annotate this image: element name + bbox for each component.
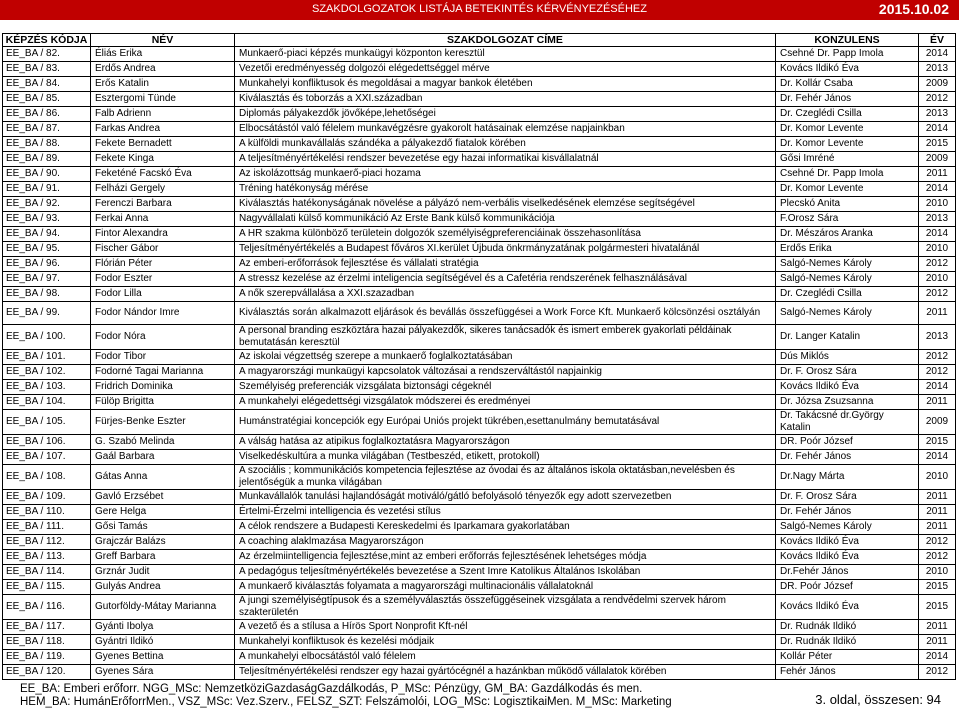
- footer-legend-line: EE_BA: Emberi erőforr. NGG_MSc: NemzetköziGazdaságGazdálkodás, P_MSc: Pénzügy, GM_BA: Gazdálkodás és men.: [20, 683, 643, 695]
- cell-title: A külföldi munkavállalás szándéka a pályakezdő fiatalok körében: [235, 137, 776, 152]
- cell-code: EE_BA / 115.: [3, 580, 91, 595]
- cell-consultant: Dús Miklós: [776, 350, 919, 365]
- cell-name: Gulyás Andrea: [91, 580, 235, 595]
- cell-name: Gutorföldy-Mátay Marianna: [91, 595, 235, 620]
- cell-code: EE_BA / 83.: [3, 62, 91, 77]
- cell-title: A magyarországi munkaügyi kapcsolatok változásai a rendszerváltástól napjainkig: [235, 365, 776, 380]
- cell-year: 2015: [919, 137, 956, 152]
- table-row: [3, 665, 956, 680]
- cell-consultant: Dr. Fehér János: [776, 92, 919, 107]
- cell-name: Felházi Gergely: [91, 182, 235, 197]
- cell-code: EE_BA / 99.: [3, 302, 91, 325]
- cell-consultant: Dr. F. Orosz Sára: [776, 365, 919, 380]
- cell-title: Humánstratégiai koncepciók egy Európai Uniós projekt tükrében,esettanulmány bemutatásával: [235, 410, 776, 435]
- cell-consultant: Csehné Dr. Papp Imola: [776, 167, 919, 182]
- cell-consultant: Dr. Czeglédi Csilla: [776, 107, 919, 122]
- cell-name: Gavló Erzsébet: [91, 490, 235, 505]
- cell-consultant: Dr. Józsa Zsuzsanna: [776, 395, 919, 410]
- cell-year: 2015: [919, 595, 956, 620]
- table-row: [3, 137, 956, 152]
- cell-title: A personal branding eszköztára hazai pályakezdők, sikeres tanácsadók és ismert emberek gyakorlati példáinak bemutatásán keresztül: [235, 325, 776, 350]
- column-header-consultant: KONZULENS: [776, 34, 919, 47]
- cell-year: 2012: [919, 287, 956, 302]
- cell-title: Kiválasztás hatékonyságának növelése a pályázó nem-verbális viselkedésének elemzése segítségével: [235, 197, 776, 212]
- cell-code: EE_BA / 89.: [3, 152, 91, 167]
- cell-year: 2011: [919, 167, 956, 182]
- cell-name: Gyenes Bettina: [91, 650, 235, 665]
- cell-name: Grznár Judit: [91, 565, 235, 580]
- table-row: [3, 535, 956, 550]
- cell-code: EE_BA / 117.: [3, 620, 91, 635]
- cell-code: EE_BA / 91.: [3, 182, 91, 197]
- cell-consultant: Gősi Imréné: [776, 152, 919, 167]
- cell-consultant: Erdős Erika: [776, 242, 919, 257]
- cell-year: 2010: [919, 272, 956, 287]
- cell-title: A HR szakma különböző területein dolgozók személyiségpreferenciáinak összehasonlítása: [235, 227, 776, 242]
- header-bar: [0, 0, 959, 20]
- cell-code: EE_BA / 112.: [3, 535, 91, 550]
- cell-name: Erdős Andrea: [91, 62, 235, 77]
- cell-title: Az iskolázottság munkaerő-piaci hozama: [235, 167, 776, 182]
- table-row: [3, 435, 956, 450]
- cell-title: Viselkedéskultúra a munka világában (Testbeszéd, etikett, protokoll): [235, 450, 776, 465]
- cell-code: EE_BA / 92.: [3, 197, 91, 212]
- cell-name: Greff Barbara: [91, 550, 235, 565]
- cell-name: Fodor Nándor Imre: [91, 302, 235, 325]
- cell-consultant: Dr.Nagy Márta: [776, 465, 919, 490]
- cell-year: 2012: [919, 550, 956, 565]
- cell-name: Gaál Barbara: [91, 450, 235, 465]
- table-row: [3, 550, 956, 565]
- cell-name: Fekete Kinga: [91, 152, 235, 167]
- footer-legend: [20, 683, 672, 709]
- cell-name: Fodorné Tagai Marianna: [91, 365, 235, 380]
- cell-consultant: Salgó-Nemes Károly: [776, 520, 919, 535]
- table-row: [3, 227, 956, 242]
- column-header-name: NÉV: [91, 34, 235, 47]
- cell-name: Erős Katalin: [91, 77, 235, 92]
- cell-year: 2010: [919, 242, 956, 257]
- cell-title: Munkavállalók tanulási hajlandóságát motiváló/gátló befolyásoló tényezők egy adott szervezetben: [235, 490, 776, 505]
- table-row: [3, 92, 956, 107]
- cell-code: EE_BA / 82.: [3, 47, 91, 62]
- cell-code: EE_BA / 101.: [3, 350, 91, 365]
- cell-name: Gátas Anna: [91, 465, 235, 490]
- table-row: [3, 242, 956, 257]
- table-row: [3, 365, 956, 380]
- cell-year: 2012: [919, 365, 956, 380]
- table-row: [3, 620, 956, 635]
- cell-title: A munkaerő kiválasztás folyamata a magyarországi multinacionális vállalatoknál: [235, 580, 776, 595]
- cell-code: EE_BA / 111.: [3, 520, 91, 535]
- cell-name: Fodor Tibor: [91, 350, 235, 365]
- cell-title: Személyiség preferenciák vizsgálata biztonsági cégeknél: [235, 380, 776, 395]
- table-row: [3, 77, 956, 92]
- cell-code: EE_BA / 107.: [3, 450, 91, 465]
- cell-code: EE_BA / 84.: [3, 77, 91, 92]
- cell-title: Tréning hatékonyság mérése: [235, 182, 776, 197]
- cell-consultant: Dr. Rudnák Ildikó: [776, 620, 919, 635]
- cell-year: 2011: [919, 635, 956, 650]
- cell-title: A pedagógus teljesítményértékelés bevezetése a Szent Imre Katolikus Általános Iskolában: [235, 565, 776, 580]
- table-row: [3, 302, 956, 325]
- cell-consultant: DR. Poór József: [776, 580, 919, 595]
- cell-consultant: Dr. Takácsné dr.György Katalin: [776, 410, 919, 435]
- cell-consultant: Dr. Kollár Csaba: [776, 77, 919, 92]
- cell-title: A célok rendszere a Budapesti Kereskedelmi és Iparkamara gyakorlatában: [235, 520, 776, 535]
- cell-year: 2010: [919, 197, 956, 212]
- cell-code: EE_BA / 86.: [3, 107, 91, 122]
- cell-name: Gősi Tamás: [91, 520, 235, 535]
- cell-year: 2014: [919, 650, 956, 665]
- cell-consultant: Salgó-Nemes Károly: [776, 257, 919, 272]
- cell-title: Az érzelmiintelligencia fejlesztése,mint az emberi erőforrás fejlesztésének lehetséges módja: [235, 550, 776, 565]
- cell-consultant: Dr. F. Orosz Sára: [776, 490, 919, 505]
- cell-year: 2014: [919, 182, 956, 197]
- cell-consultant: Salgó-Nemes Károly: [776, 302, 919, 325]
- cell-title: Vezetői eredményesség dolgozói elégedettséggel mérve: [235, 62, 776, 77]
- cell-consultant: F.Orosz Sára: [776, 212, 919, 227]
- cell-year: 2013: [919, 62, 956, 77]
- cell-consultant: Kovács Ildikó Éva: [776, 550, 919, 565]
- cell-name: Fekete Bernadett: [91, 137, 235, 152]
- cell-title: Munkahelyi konfliktusok és kezelési módjaik: [235, 635, 776, 650]
- cell-code: EE_BA / 87.: [3, 122, 91, 137]
- cell-name: Fridrich Dominika: [91, 380, 235, 395]
- cell-name: Esztergomi Tünde: [91, 92, 235, 107]
- cell-consultant: Dr. Komor Levente: [776, 122, 919, 137]
- cell-name: G. Szabó Melinda: [91, 435, 235, 450]
- cell-name: Fodor Eszter: [91, 272, 235, 287]
- cell-title: Teljesítményértékelés a Budapest főváros XI.kerület Újbuda önkrmányzatának polgármesteri hivatalánál: [235, 242, 776, 257]
- cell-consultant: Dr. Rudnák Ildikó: [776, 635, 919, 650]
- cell-consultant: Kovács Ildikó Éva: [776, 62, 919, 77]
- table-row: [3, 650, 956, 665]
- cell-code: EE_BA / 90.: [3, 167, 91, 182]
- cell-consultant: Plecskó Anita: [776, 197, 919, 212]
- table-row: [3, 595, 956, 620]
- cell-code: EE_BA / 103.: [3, 380, 91, 395]
- cell-name: Gere Helga: [91, 505, 235, 520]
- table-row: [3, 350, 956, 365]
- cell-year: 2012: [919, 92, 956, 107]
- cell-title: Kiválasztás során alkalmazott eljárások és bevállás összefüggései a Work Force Kft. Munkaerő kölcsönzési osztályán: [235, 302, 776, 325]
- cell-year: 2012: [919, 535, 956, 550]
- cell-year: 2010: [919, 465, 956, 490]
- cell-code: EE_BA / 93.: [3, 212, 91, 227]
- cell-year: 2009: [919, 77, 956, 92]
- cell-title: A coaching alaklmazása Magyarországon: [235, 535, 776, 550]
- cell-code: EE_BA / 105.: [3, 410, 91, 435]
- table-row: [3, 47, 956, 62]
- table-row: [3, 565, 956, 580]
- cell-name: Ferenczi Barbara: [91, 197, 235, 212]
- cell-consultant: Kovács Ildikó Éva: [776, 595, 919, 620]
- cell-year: 2014: [919, 47, 956, 62]
- table-row: [3, 490, 956, 505]
- cell-code: EE_BA / 113.: [3, 550, 91, 565]
- header-date: 2015.10.02: [878, 1, 949, 17]
- table-row: [3, 520, 956, 535]
- cell-code: EE_BA / 109.: [3, 490, 91, 505]
- cell-title: A munkahelyi elbocsátástól való félelem: [235, 650, 776, 665]
- cell-name: Fodor Nóra: [91, 325, 235, 350]
- cell-code: EE_BA / 100.: [3, 325, 91, 350]
- cell-code: EE_BA / 116.: [3, 595, 91, 620]
- cell-code: EE_BA / 88.: [3, 137, 91, 152]
- cell-code: EE_BA / 110.: [3, 505, 91, 520]
- cell-name: Éliás Erika: [91, 47, 235, 62]
- table-row: [3, 450, 956, 465]
- cell-code: EE_BA / 102.: [3, 365, 91, 380]
- cell-year: 2011: [919, 520, 956, 535]
- cell-name: Fischer Gábor: [91, 242, 235, 257]
- cell-name: Grajczár Balázs: [91, 535, 235, 550]
- cell-name: Farkas Andrea: [91, 122, 235, 137]
- cell-consultant: Dr. Czeglédi Csilla: [776, 287, 919, 302]
- cell-year: 2012: [919, 350, 956, 365]
- column-header-year: ÉV: [919, 34, 956, 47]
- cell-name: Fülöp Brigitta: [91, 395, 235, 410]
- cell-name: Gyenes Sára: [91, 665, 235, 680]
- cell-code: EE_BA / 96.: [3, 257, 91, 272]
- column-header-code: KÉPZÉS KÓDJA: [3, 34, 91, 47]
- cell-consultant: Dr. Fehér János: [776, 450, 919, 465]
- cell-name: Feketéné Facskó Éva: [91, 167, 235, 182]
- cell-year: 2009: [919, 152, 956, 167]
- table-row: [3, 212, 956, 227]
- cell-title: Értelmi-Érzelmi intelligencia és vezetési stílus: [235, 505, 776, 520]
- cell-title: Elbocsátástól való félelem munkavégzésre gyakorolt hatásainak elemzése napjainkban: [235, 122, 776, 137]
- table-row: [3, 182, 956, 197]
- page-info: 3. oldal, összesen: 94: [815, 692, 941, 707]
- cell-year: 2009: [919, 410, 956, 435]
- cell-consultant: Kovács Ildikó Éva: [776, 380, 919, 395]
- table-row: [3, 107, 956, 122]
- cell-consultant: DR. Poór József: [776, 435, 919, 450]
- cell-code: EE_BA / 119.: [3, 650, 91, 665]
- cell-year: 2014: [919, 380, 956, 395]
- cell-code: EE_BA / 114.: [3, 565, 91, 580]
- cell-title: Munkahelyi konfliktusok és megoldásai a magyar bankok életében: [235, 77, 776, 92]
- table-row: [3, 580, 956, 595]
- table-header-row: [3, 34, 956, 47]
- cell-title: A válság hatása az atipikus foglalkoztatásra Magyarországon: [235, 435, 776, 450]
- cell-consultant: Kovács Ildikó Éva: [776, 535, 919, 550]
- table-row: [3, 257, 956, 272]
- thesis-table: [2, 33, 956, 680]
- cell-name: Ferkai Anna: [91, 212, 235, 227]
- cell-code: EE_BA / 104.: [3, 395, 91, 410]
- cell-title: Kiválasztás és toborzás a XXI.században: [235, 92, 776, 107]
- cell-year: 2014: [919, 227, 956, 242]
- cell-consultant: Kollár Péter: [776, 650, 919, 665]
- cell-code: EE_BA / 108.: [3, 465, 91, 490]
- cell-code: EE_BA / 106.: [3, 435, 91, 450]
- table-row: [3, 167, 956, 182]
- cell-year: 2014: [919, 450, 956, 465]
- table-row: [3, 465, 956, 490]
- cell-code: EE_BA / 95.: [3, 242, 91, 257]
- cell-consultant: Dr. Komor Levente: [776, 182, 919, 197]
- table-row: [3, 62, 956, 77]
- column-header-title: SZAKDOLGOZAT CÍME: [235, 34, 776, 47]
- cell-year: 2012: [919, 257, 956, 272]
- cell-year: 2013: [919, 325, 956, 350]
- cell-year: 2013: [919, 212, 956, 227]
- cell-year: 2012: [919, 665, 956, 680]
- table-row: [3, 152, 956, 167]
- footer-legend-line: HEM_BA: HumánErőforrMen., VSZ_MSc: Vez.Szerv., FELSZ_SZT: Felszámolói, LOG_MSc: LogisztikaiMen. M_MSc: Marketing: [20, 696, 672, 708]
- cell-year: 2011: [919, 490, 956, 505]
- cell-consultant: Salgó-Nemes Károly: [776, 272, 919, 287]
- table-row: [3, 325, 956, 350]
- cell-year: 2013: [919, 107, 956, 122]
- cell-title: Az iskolai végzettség szerepe a munkaerő foglalkoztatásában: [235, 350, 776, 365]
- cell-name: Flórián Péter: [91, 257, 235, 272]
- cell-title: A stressz kezelése az érzelmi inteligencia segítségével és a Cafetéria rendszerének felhasználásával: [235, 272, 776, 287]
- table-row: [3, 395, 956, 410]
- cell-title: A nők szerepvállalása a XXI.szazadban: [235, 287, 776, 302]
- cell-year: 2011: [919, 302, 956, 325]
- cell-code: EE_BA / 120.: [3, 665, 91, 680]
- cell-title: A teljesítményértékelési rendszer bevezetése egy hazai informatikai kisvállalatnál: [235, 152, 776, 167]
- cell-code: EE_BA / 94.: [3, 227, 91, 242]
- cell-consultant: Dr. Komor Levente: [776, 137, 919, 152]
- table-row: [3, 380, 956, 395]
- table-row: [3, 197, 956, 212]
- cell-consultant: Dr.Fehér János: [776, 565, 919, 580]
- cell-title: Diplomás pályakezdők jövőképe,lehetőségei: [235, 107, 776, 122]
- cell-consultant: Dr. Langer Katalin: [776, 325, 919, 350]
- cell-title: A jungi személyiségtípusok és a személyválasztás összefüggéseinek vizsgálata a rendvédelmi szervek három szakterületén: [235, 595, 776, 620]
- cell-consultant: Fehér János: [776, 665, 919, 680]
- page-title: SZAKDOLGOZATOK LISTÁJA BETEKINTÉS KÉRVÉNYEZÉSÉHEZ: [312, 3, 647, 15]
- cell-name: Fürjes-Benke Eszter: [91, 410, 235, 435]
- cell-title: A szociális ; kommunikációs kompetencia fejlesztése az óvodai és az általános iskola oktatásban,nevelésben és jelentőségük a munka világában: [235, 465, 776, 490]
- cell-year: 2011: [919, 395, 956, 410]
- cell-title: Teljesítményértékelési rendszer egy hazai gyártócégnél a hazánkban működő vállalatok körében: [235, 665, 776, 680]
- cell-year: 2014: [919, 122, 956, 137]
- cell-title: Az emberi-erőforrások fejlesztése és vállalati stratégia: [235, 257, 776, 272]
- table-row: [3, 505, 956, 520]
- cell-code: EE_BA / 85.: [3, 92, 91, 107]
- cell-name: Gyánti Ibolya: [91, 620, 235, 635]
- cell-title: Munkaerő-piaci képzés munkaügyi központon keresztül: [235, 47, 776, 62]
- cell-consultant: Csehné Dr. Papp Imola: [776, 47, 919, 62]
- cell-year: 2015: [919, 435, 956, 450]
- cell-title: A munkahelyi elégedettségi vizsgálatok módszerei és eredményei: [235, 395, 776, 410]
- cell-consultant: Dr. Mészáros Aranka: [776, 227, 919, 242]
- cell-year: 2011: [919, 620, 956, 635]
- table-row: [3, 410, 956, 435]
- cell-name: Falb Adrienn: [91, 107, 235, 122]
- cell-code: EE_BA / 98.: [3, 287, 91, 302]
- cell-code: EE_BA / 97.: [3, 272, 91, 287]
- cell-code: EE_BA / 118.: [3, 635, 91, 650]
- cell-name: Gyántri Ildikó: [91, 635, 235, 650]
- cell-year: 2010: [919, 565, 956, 580]
- table-row: [3, 122, 956, 137]
- table-row: [3, 287, 956, 302]
- cell-title: A vezető és a stílusa a Hírös Sport Nonprofit Kft-nél: [235, 620, 776, 635]
- table-row: [3, 635, 956, 650]
- cell-name: Fodor Lilla: [91, 287, 235, 302]
- cell-title: Nagyvállalati külső kommunikáció Az Erste Bank külső kommunikációja: [235, 212, 776, 227]
- table-row: [3, 272, 956, 287]
- cell-consultant: Dr. Fehér János: [776, 505, 919, 520]
- cell-year: 2011: [919, 505, 956, 520]
- cell-year: 2015: [919, 580, 956, 595]
- cell-name: Fintor Alexandra: [91, 227, 235, 242]
